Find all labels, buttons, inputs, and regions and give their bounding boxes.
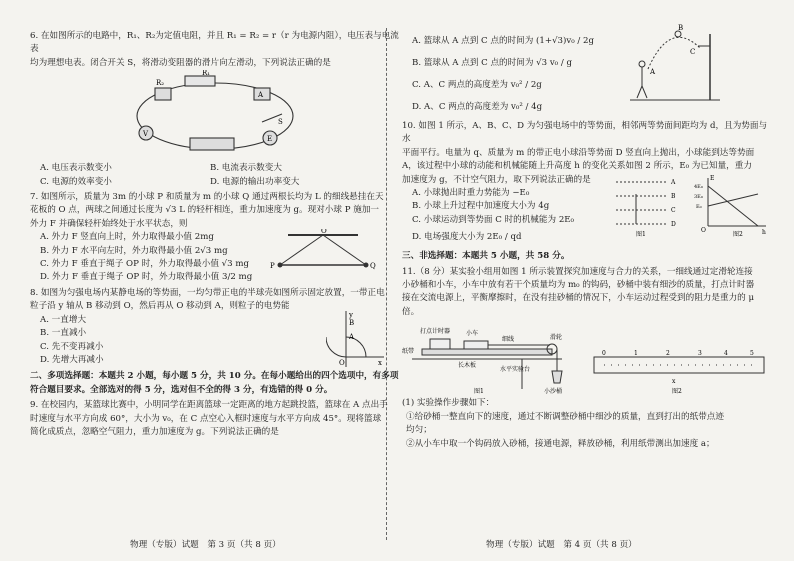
q9-option-c: C. A、C 两点的高度差为 v₀² / 2g [412,80,542,90]
q11-step-1-cont: 均匀； [406,425,432,436]
q11-label-car: 小车 [466,330,479,338]
q11-tape-x: x [672,378,676,386]
q8-label-y: y [349,310,353,319]
q10-figures [608,174,768,238]
q6-label-a: A [258,91,264,100]
q8-option-c: C. 先不变再减小 [40,341,104,352]
q10-fig2-o: O [701,227,706,234]
q11-label-bucket: 小沙桶 [544,388,563,396]
q9-basketball-figure [630,24,720,104]
q10-fig2-e0: E₀ [696,204,702,210]
q11-figures [402,319,772,397]
section-2-heading: 二、多项选择题：本题共 2 小题，每小题 5 分，共 10 分。在每小题给出的四个选项中，有多项 [30,371,399,382]
q11-label-pulley: 滑轮 [550,334,563,342]
q8-label-x: x [378,358,382,367]
q9-label-b: B [678,24,684,32]
q7-stem-1: 7. 如图所示，质量为 3m 的小球 P 和质量为 m 的小球 Q 通过两根长均为 L 的细线悬挂在天 [30,192,384,203]
q10-stem-2: 平面平行。电量为 q、质量为 m 的带正电小球沿等势面 D 竖直向上抛出，小球能到达等势面 [402,147,755,158]
q11-stem-2: 小砂桶和小车，小车中放有若干个质量均为 m₀ 的钩码，砂桶中装有细沙的质量，打点计时器 [402,280,755,291]
q8-label-a: A [349,332,355,341]
q10-fig2-caption: 图2 [733,231,743,238]
q9-option-b: B. 篮球从 A 点到 C 点的时间为 √3 v₀ / g [412,58,572,68]
q11-stem-1: 11.（8 分）某实验小组用如图 1 所示装置探究加速度与合力的关系，一细线通过定滑轮连接 [402,266,753,277]
q6-label-v: V [143,130,149,139]
q10-fig1-d: D [671,221,676,228]
q6-options-cd [40,176,400,189]
q11-tape-5: 5 [750,350,754,358]
q9-stem-2: 时速度与水平方向成 60°，大小为 v₀，在 C 点空心入框时速度与水平方向成 45°。现将篮球 [30,413,382,424]
q6-circuit-figure [30,70,400,162]
q10-fig2-e: E [710,175,715,182]
right-page-footer: 物理（专版）试题 第 4 页（共 8 页） [486,540,637,550]
q7-label-q: Q [370,262,376,271]
q8-figure [326,309,386,369]
q9-label-a: A [650,68,656,76]
q6-stem-1: 6. 在如图所示的电路中，R₁、R₂为定值电阻，并且 R₁ = R₂ = r（r 为电源内阻），电压表与电流表 [30,31,399,55]
q11-caption-fig1: 图1 [474,388,484,396]
q7-stem-2: 花板的 O 点，两球之间通过长度为 √3 L 的轻杆相连，重力加速度为 g。现对小球 P 施加一 [30,205,380,216]
question-8 [30,287,400,367]
q7-option-c: C. 外力 F 垂直于绳子 OP 时，外力取得最小值 √3 mg [40,259,250,270]
q9-option-a: A. 篮球从 A 点到 C 点的时间为 (1+√3)v₀ / 2g [412,36,594,46]
q10-stem-1: 10. 如图 1 所示，A、B、C、D 为匀强电场中的等势面，相邻两等势面间距均为 d，且为势面与水 [402,121,768,145]
question-6 [30,30,400,189]
q10-fig1-caption: 图1 [636,231,646,238]
q11-label-tape: 纸带 [402,348,415,356]
q6-label-e: E [267,135,273,144]
q11-tape-4: 4 [724,350,728,358]
section-2-heading-cont: 符合题目要求。全部选对的得 5 分，选对但不全的得 3 分，有选错的得 0 分。 [30,384,333,395]
q10-option-b: B. 小球上升过程中加速度大小为 4g [412,201,550,212]
q8-option-a: A. 一直增大 [40,314,87,325]
question-7 [30,191,400,285]
q8-label-b: B [349,318,355,327]
q7-label-p: P [270,262,275,271]
q11-label-rope: 细线 [502,336,515,344]
q6-option-b: B. 电流表示数变大 [210,163,282,174]
q10-fig1-b: B [671,193,676,200]
q6-option-a: A. 电压表示数变小 [40,163,112,174]
right-page [402,24,772,453]
q11-label-board: 长木板 [458,362,477,370]
q9-stem-1: 9. 在校园内，某篮球比赛中，小明同学在距离篮球一定距离的地方起跳投篮，篮球在 A 点出手 [30,400,388,411]
q8-label-o: O [339,358,345,367]
q8-stem-1: 8. 如图为匀强电场内某静电场的等势面，一均匀带正电的半球壳如图所示固定放置，一带正电 [30,287,385,298]
q7-option-a: A. 外力 F 竖直向上时，外力取得最小值 2mg [40,232,214,243]
q11-tape-0: 0 [602,350,606,358]
q11-label-timer: 打点计时器 [420,328,451,336]
q11-sub-1: (1) 实验操作步骤如下： [402,398,495,409]
q6-label-s: S [278,118,283,127]
question-9 [30,399,400,439]
q10-stem-3: A，该过程中小球的动能和机械能随上升高度 h 的变化关系如图 2 所示，E₀ 为已知量，重力 [402,161,752,172]
section-3-heading: 三、非选择题：本题共 5 小题，共 58 分。 [402,251,570,262]
q10-fig2-4e0: 4E₀ [694,184,703,190]
q10-option-d: D. 电场强度大小为 2E₀ / qd [412,232,522,243]
q11-label-table: 水平实验台 [500,366,531,374]
question-10 [402,120,772,247]
q10-fig1-c: C [671,207,676,214]
q10-fig1-a: A [671,179,676,186]
q7-figure [258,229,378,277]
q11-step-2: ②从小车中取一个钩码放入砂桶，接通电源，释放砂桶，利用纸带测出加速度 a； [406,438,715,449]
q6-label-r1: R₁ [202,70,211,78]
q10-fig2-3e0: 3E₀ [694,194,703,200]
q8-option-d: D. 先增大再减小 [40,354,104,365]
q11-tape-3: 3 [698,350,702,358]
q6-option-d: D. 电源的输出功率变大 [210,176,300,187]
q6-option-c: C. 电源的效率变小 [40,176,112,187]
q9-stem-3: 简化成质点，忽略空气阻力，重力加速度为 g。下列说法正确的是 [30,426,279,437]
q9-label-c: C [690,48,696,56]
question-9-options [402,24,772,118]
left-page [30,30,400,441]
q10-fig2-h: h [762,229,766,236]
q7-option-d: D. 外力 F 垂直于绳子 OP 时，外力取得最小值 3/2 mg [40,272,253,283]
q8-option-b: B. 一直减小 [40,328,87,339]
q7-option-b: B. 外力 F 水平向左时，外力取得最小值 2√3 mg [40,245,228,256]
q6-stem-2: 均为理想电表。闭合开关 S，将滑动变阻器的滑片向左滑动，下列说法正确的是 [30,57,331,68]
question-11 [402,266,772,451]
left-page-footer: 物理（专版）试题 第 3 页（共 8 页） [130,540,281,550]
q7-label-o: O [321,229,327,236]
q8-stem-2: 粒子沿 y 轴从 B 移动到 O，然后再从 O 移动到 A，则粒子的电势能 [30,301,290,312]
q11-stem-3: 接在交流电源上，平衡摩擦时，在没有挂砂桶的情况下，小车运动过程受到的阻力是重力的 μ 倍。 [402,293,755,317]
q11-tape-2: 2 [666,350,670,358]
q6-label-r2: R₂ [156,79,165,88]
q7-stem-3: 外力 F 并确保轻杆始终处于水平状态，则 [30,218,188,229]
q11-step-1: ①给砂桶一整直向下的速度，通过不断调整砂桶中细沙的质量，直到打出的纸带点迹 [406,411,724,422]
q9-option-d: D. A、C 两点的高度差为 v₀² / 4g [412,102,543,112]
q10-stem-4: 加速度为 g，不计空气阻力，取下列说法正确的是 [402,174,591,185]
q10-option-a: A. 小球抛出时重力势能为 −E₀ [412,188,530,199]
q11-caption-fig2: 图2 [672,388,682,396]
q6-options-ab [40,162,400,175]
q10-option-c: C. 小球运动到等势面 C 时的机械能为 2E₀ [412,214,575,225]
q11-tape-1: 1 [634,350,638,358]
